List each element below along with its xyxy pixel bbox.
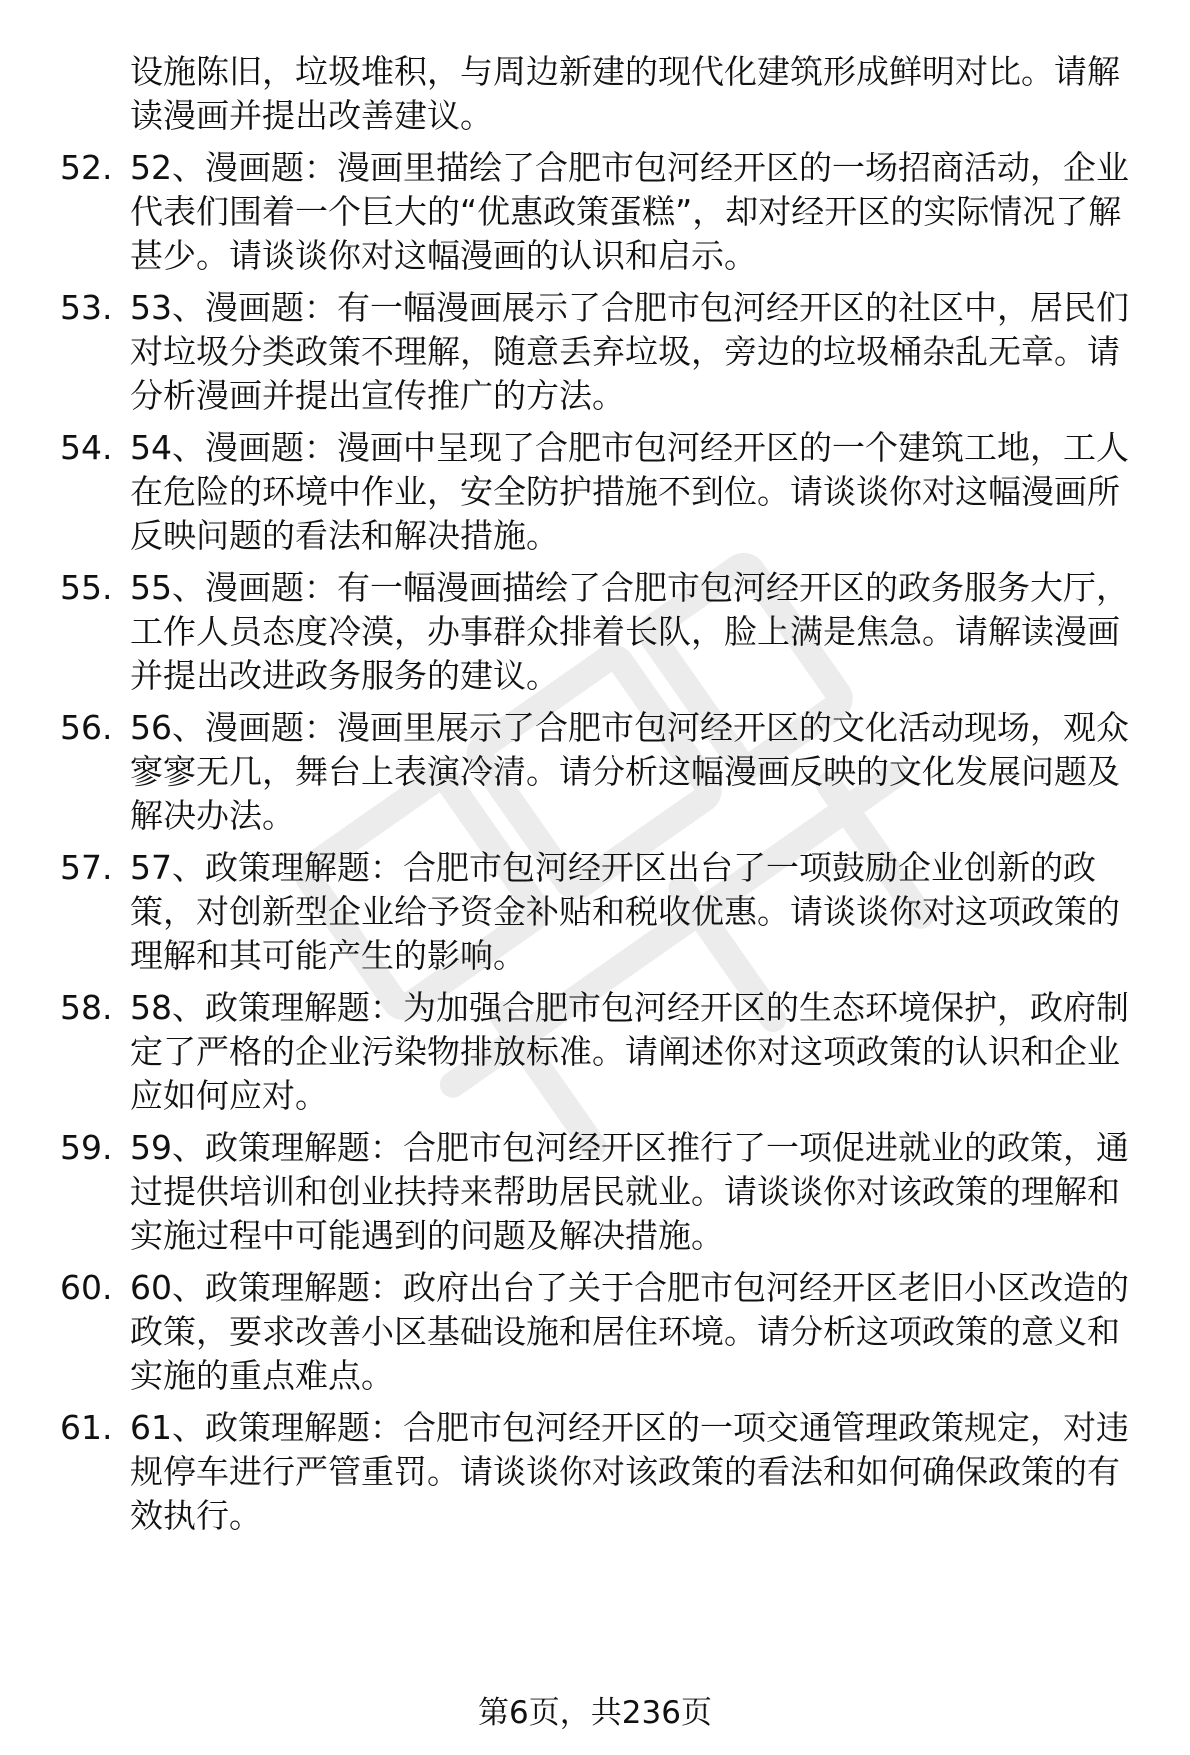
item-number: 58. [60, 988, 113, 1027]
list-item [60, 426, 1140, 558]
item-number: 53. [60, 288, 113, 327]
item-text: 57、政策理解题：合肥市包河经开区出台了一项鼓励企业创新的政策，对创新型企业给予资金补贴和税收优惠。请谈谈你对这项政策的理解和其可能产生的影响。 [130, 848, 1120, 975]
list-item [60, 986, 1140, 1118]
item-number: 56. [60, 708, 113, 747]
list-item [60, 286, 1140, 418]
item-number: 55. [60, 568, 113, 607]
item-text: 56、漫画题：漫画里展示了合肥市包河经开区的文化活动现场，观众寥寥无几，舞台上表演冷清。请分析这幅漫画反映的文化发展问题及解决办法。 [130, 708, 1129, 835]
list-item [60, 566, 1140, 698]
item-number: 52. [60, 148, 113, 187]
item-text: 58、政策理解题：为加强合肥市包河经开区的生态环境保护，政府制定了严格的企业污染物排放标准。请阐述你对这项政策的认识和企业应如何应对。 [130, 988, 1129, 1115]
list-item [60, 1266, 1140, 1398]
item-number: 57. [60, 848, 113, 887]
item-number: 59. [60, 1128, 113, 1167]
page-footer: 第6页，共236页 [478, 1695, 712, 1731]
item-text: 54、漫画题：漫画中呈现了合肥市包河经开区的一个建筑工地，工人在危险的环境中作业，安全防护措施不到位。请谈谈你对这幅漫画所反映问题的看法和解决措施。 [130, 428, 1129, 555]
item-number: 60. [60, 1268, 113, 1307]
previous-item-continuation: 设施陈旧，垃圾堆积，与周边新建的现代化建筑形成鲜明对比。请解读漫画并提出改善建议。 [130, 52, 1120, 135]
list-item [60, 1126, 1140, 1258]
list-item [60, 1406, 1140, 1538]
item-text: 53、漫画题：有一幅漫画展示了合肥市包河经开区的社区中，居民们对垃圾分类政策不理解，随意丢弃垃圾，旁边的垃圾桶杂乱无章。请分析漫画并提出宣传推广的方法。 [130, 288, 1129, 415]
question-list [60, 50, 1140, 1538]
item-number: 54. [60, 428, 113, 467]
item-text: 60、政策理解题：政府出台了关于合肥市包河经开区老旧小区改造的政策，要求改善小区基础设施和居住环境。请分析这项政策的意义和实施的重点难点。 [130, 1268, 1129, 1395]
list-item [60, 846, 1140, 978]
list-item [60, 706, 1140, 838]
item-text: 61、政策理解题：合肥市包河经开区的一项交通管理政策规定，对违规停车进行严管重罚。请谈谈你对该政策的看法和如何确保政策的有效执行。 [130, 1408, 1129, 1535]
item-text: 52、漫画题：漫画里描绘了合肥市包河经开区的一场招商活动，企业代表们围着一个巨大的“优惠政策蛋糕”，却对经开区的实际情况了解甚少。请谈谈你对这幅漫画的认识和启示。 [130, 148, 1129, 275]
item-number: 61. [60, 1408, 113, 1447]
list-item [60, 146, 1140, 278]
item-text: 55、漫画题：有一幅漫画描绘了合肥市包河经开区的政务服务大厅，工作人员态度冷漠，办事群众排着长队，脸上满是焦急。请解读漫画并提出改进政务服务的建议。 [130, 568, 1129, 695]
item-text: 59、政策理解题：合肥市包河经开区推行了一项促进就业的政策，通过提供培训和创业扶持来帮助居民就业。请谈谈你对该政策的理解和实施过程中可能遇到的问题及解决措施。 [130, 1128, 1129, 1255]
